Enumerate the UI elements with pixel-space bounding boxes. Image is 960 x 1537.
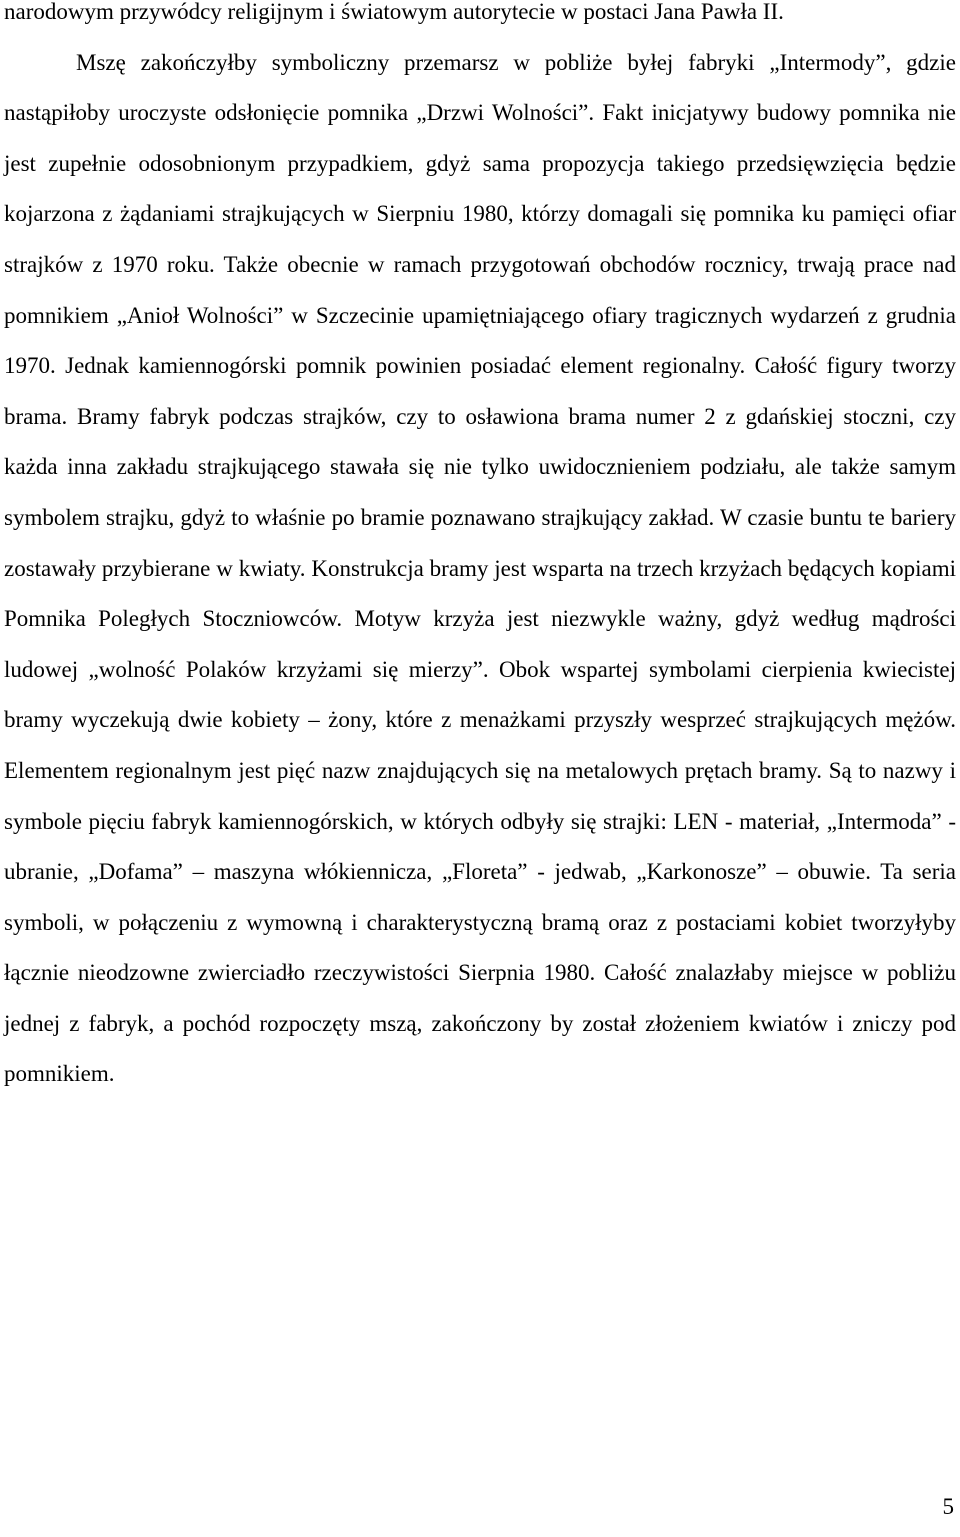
page-number: 5 [942, 1494, 954, 1519]
document-page [4, 0, 956, 1537]
body-paragraph: Mszę zakończyłby symboliczny przemarsz w pobliże byłej fabryki „Intermody”, gdzie nastąpiłoby uroczyste odsłonięcie pomnika „Drzwi Wolności”. Fakt inicjatywy budowy pomnika nie jest zupełnie odosobnionym przypadkiem, gdyż sama propozycja takiego przedsięwzięcia będzie kojarzona z żądaniami strajkujących w Sierpniu 1980, którzy domagali się pomnika ku pamięci ofiar strajków z 1970 roku. Także obecnie w ramach przygotowań obchodów rocznicy, trwają prace nad pomnikiem „Anioł Wolności” w Szczecinie upamiętniającego ofiary tragicznych wydarzeń z grudnia 1970. Jednak kamiennogórski pomnik powinien posiadać element regionalny. Całość figury tworzy brama. Bramy fabryk podczas strajków, czy to osławiona brama numer 2 z gdańskiej stoczni, czy każda inna zakładu strajkującego stawała się nie tylko uwidocznieniem podziału, ale także samym symbolem strajku, gdyż to właśnie po bramie poznawano strajkujący zakład. W czasie buntu te bariery zostawały przybierane w kwiaty. Konstrukcja bramy jest wsparta na trzech krzyżach będących kopiami Pomnika Poległych Stoczniowców. Motyw krzyża jest niezwykle ważny, gdyż według mądrości ludowej „wolność Polaków krzyżami się mierzy”. Obok wspartej symbolami cierpienia kwiecistej bramy wyczekują dwie kobiety – żony, które z menażkami przyszły wesprzeć strajkujących mężów. Elementem regionalnym jest pięć nazw znajdujących się na metalowych prętach bramy. Są to nazwy i symbole pięciu fabryk kamiennogórskich, w których odbyły się strajki: LEN - materiał, „Intermoda” - ubranie, „Dofama” – maszyna włókiennicza, „Floreta” - jedwab, „Karkonosze” – obuwie. Ta seria symboli, w połączeniu z wymowną i charakterystyczną bramą oraz z postaciami kobiet tworzyłyby łącznie nieodzowne zwierciadło rzeczywistości Sierpnia 1980. Całość znalazłaby miejsce w pobliżu jednej z fabryk, a pochód rozpoczęty mszą, zakończony by został złożeniem kwiatów i zniczy pod pomnikiem. [4, 49, 956, 1087]
body-paragraph-continued: narodowym przywódcy religijnym i światowym autorytecie w postaci Jana Pawła II. [4, 0, 784, 24]
